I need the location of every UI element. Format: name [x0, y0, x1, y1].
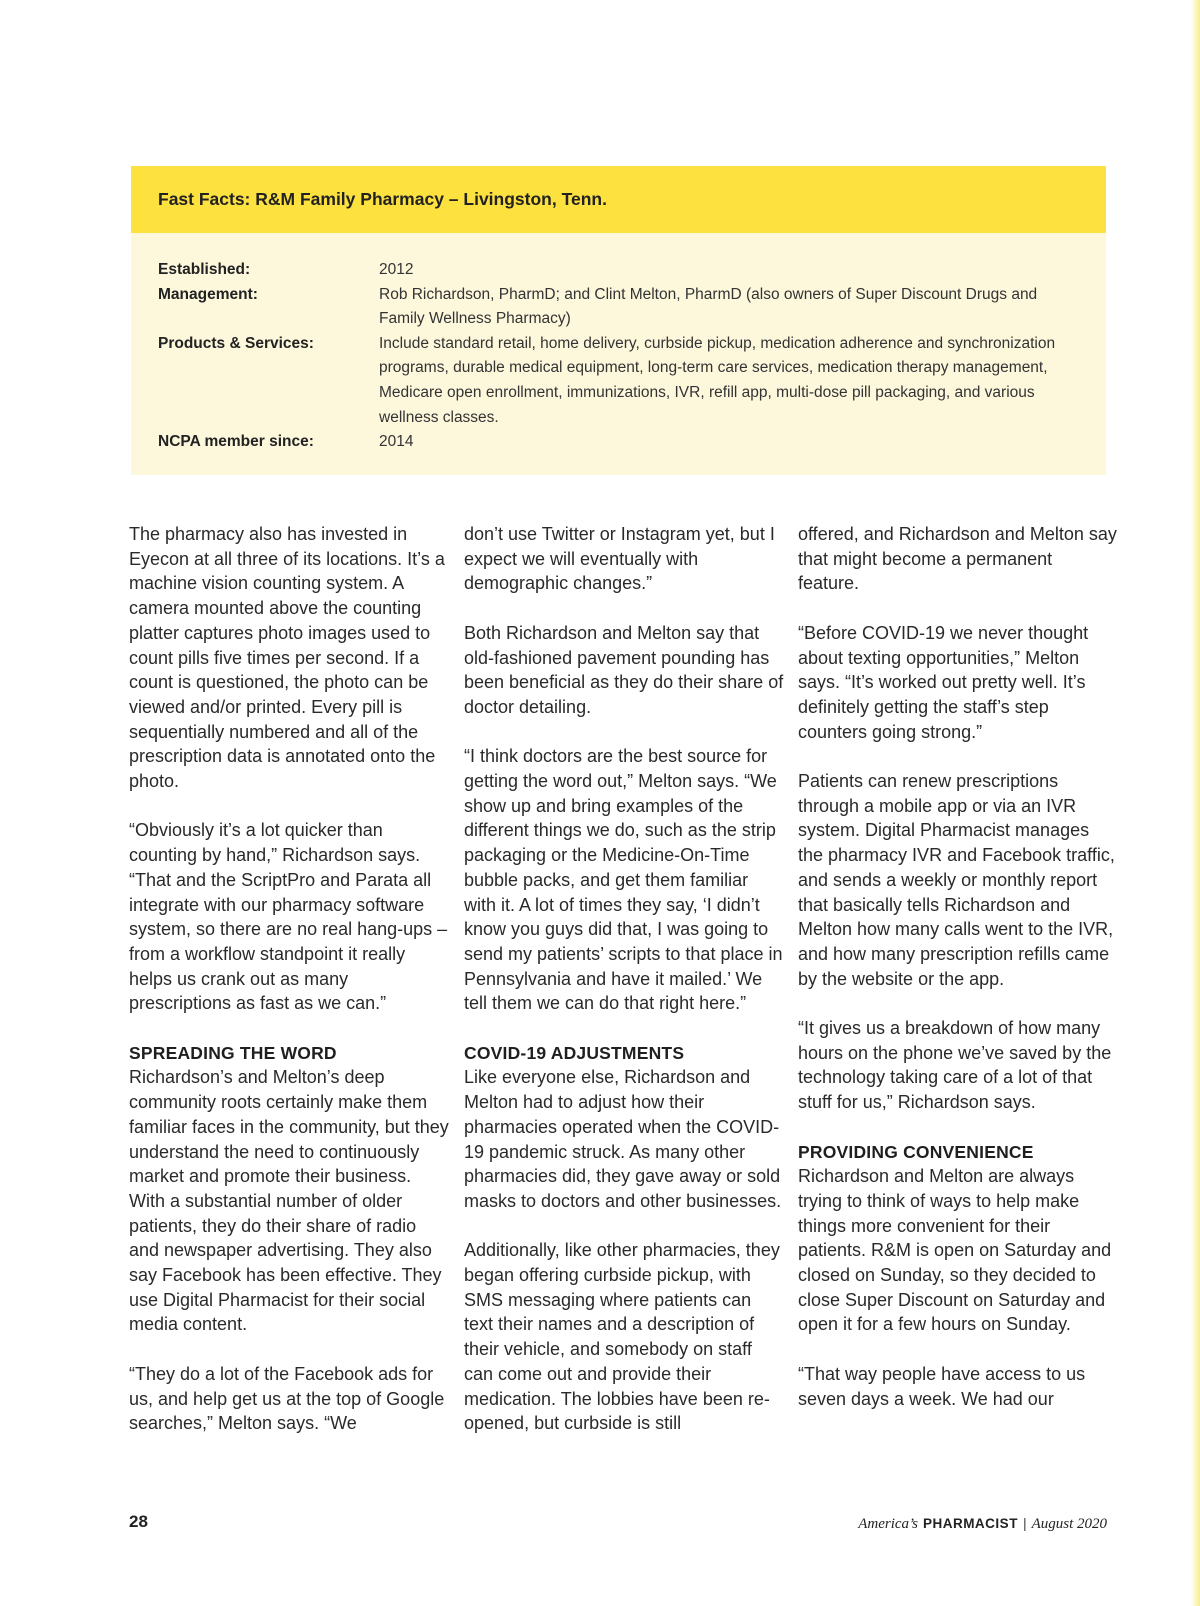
fast-facts-table [158, 258, 1069, 455]
fact-label: Products & Services: [158, 334, 314, 352]
paragraph: Richardson and Melton are always trying to think of ways to help make things more convenient for their patients. R&M is open on Saturday and closed on Sunday, so they decided to close Super Discount on Saturday and open it for a few hours on Sunday. [798, 1166, 1112, 1335]
paragraph: Both Richardson and Melton say that old-fashioned pavement pounding has been beneficial as they do their share of doctor detailing. [464, 622, 784, 717]
article-column-2 [464, 522, 784, 1436]
issue-date: August 2020 [1031, 1516, 1107, 1532]
fast-facts-title: Fast Facts: R&M Family Pharmacy – Livingston, Tenn. [158, 189, 607, 209]
paragraph: Patients can renew prescriptions through a mobile app or via an IVR system. Digital Pharmacist manages the pharmacy IVR and Facebook traffic, and sends a weekly or monthly report that basically tells Richardson and Melton how many calls went to the IVR, and how many prescription refills came by the website or the app. [798, 771, 1115, 989]
paragraph: “They do a lot of the Facebook ads for us, and help get us at the top of Google searches,” Melton says. “We [129, 1363, 445, 1434]
page-number: 28 [129, 1512, 148, 1531]
paragraph: Like everyone else, Richardson and Melton had to adjust how their pharmacies operated when the COVID-19 pandemic struck. As many other pharmacies did, they gave away or sold masks to doctors and other businesses. [464, 1067, 782, 1211]
footer-separator: | [1022, 1515, 1027, 1531]
fact-row-established [158, 258, 1069, 283]
paragraph: “Before COVID-19 we never thought about texting opportunities,” Melton says. “It’s worked out pretty well. It’s definitely getting the staff’s step counters going strong.” [798, 622, 1089, 742]
fast-facts-header [131, 166, 1106, 233]
magazine-prefix: America’s [858, 1516, 918, 1532]
article-column-3 [798, 522, 1118, 1411]
fast-facts-box [131, 166, 1106, 475]
paragraph: Richardson’s and Melton’s deep community roots certainly make them familiar faces in the community, but they understand the need to continuously market and promote their business. With a substantial number of older patients, they do their share of radio and newspaper advertising. They also say Facebook has been effective. They use Digital Pharmacist for their social media content. [129, 1067, 449, 1335]
fact-value: Include standard retail, home delivery, curbside pickup, medication adherence and synchronization programs, durable medical equipment, long-term care services, medication therapy management, Medicare open enrollment, immunizations, IVR, refill app, multi-dose pill packaging, and various wellness classes. [379, 334, 1056, 426]
paragraph: “I think doctors are the best source for getting the word out,” Melton says. “We show up and bring examples of the different things we do, such as the strip packaging or the Medicine-On-Time bubble packs, and get them familiar with it. A lot of times they say, ‘I didn’t know you guys did that, I was going to send my patients’ scripts to that place in Pennsylvania and have it mailed.’ We tell them we can do that right here.” [464, 746, 783, 1014]
fact-value: 2014 [379, 433, 414, 451]
fact-label: NCPA member since: [158, 433, 314, 451]
paragraph: “That way people have access to us seven days a week. We had our [798, 1363, 1086, 1409]
fact-label: Management: [158, 285, 258, 303]
fact-value: 2012 [379, 261, 414, 278]
footer-masthead [858, 1515, 1107, 1533]
paragraph: don’t use Twitter or Instagram yet, but I expect we will eventually with demographic changes.” [464, 524, 775, 594]
fact-row-management [158, 283, 1069, 332]
paragraph: “Obviously it’s a lot quicker than counting by hand,” Richardson says. “That and the ScriptPro and Parata all integrate with our pharmacy software system, so there are no real hang-ups – from a workflow standpoint it really helps us crank out as many prescriptions as fast as we can.” [129, 820, 448, 1014]
fact-value: Rob Richardson, PharmD; and Clint Melton, PharmD (also owners of Super Discount Drugs and Family Wellness Pharmacy) [379, 285, 1038, 328]
magazine-name: PHARMACIST [922, 1516, 1018, 1531]
paragraph: “It gives us a breakdown of how many hours on the phone we’ve saved by the technology taking care of a lot of that stuff for us,” Richardson says. [798, 1018, 1112, 1113]
article-column-1 [129, 522, 449, 1436]
section-heading: PROVIDING CONVENIENCE [798, 1141, 1034, 1162]
paragraph: The pharmacy also has invested in Eyecon at all three of its locations. It’s a machine vision counting system. A camera mounted above the counting platter captures photo images used to count pills five times per second. If a count is questioned, the photo can be viewed and/or printed. Every pill is sequentially numbered and all of the prescription data is annotated onto the photo. [129, 524, 445, 792]
fact-row-products-services [158, 332, 1069, 430]
fact-label: Established: [158, 261, 251, 278]
section-heading: COVID-19 ADJUSTMENTS [464, 1042, 685, 1063]
paragraph: Additionally, like other pharmacies, they began offering curbside pickup, with SMS messaging where patients can text their names and a description of their vehicle, and somebody on staff can come out and provide their medication. The lobbies have been re-opened, but curbside is still [464, 1240, 780, 1434]
paragraph: offered, and Richardson and Melton say that might become a permanent feature. [798, 524, 1117, 594]
page-edge-stripe [1191, 0, 1200, 1606]
fact-row-ncpa-member [158, 430, 1069, 455]
section-heading: SPREADING THE WORD [129, 1042, 337, 1063]
